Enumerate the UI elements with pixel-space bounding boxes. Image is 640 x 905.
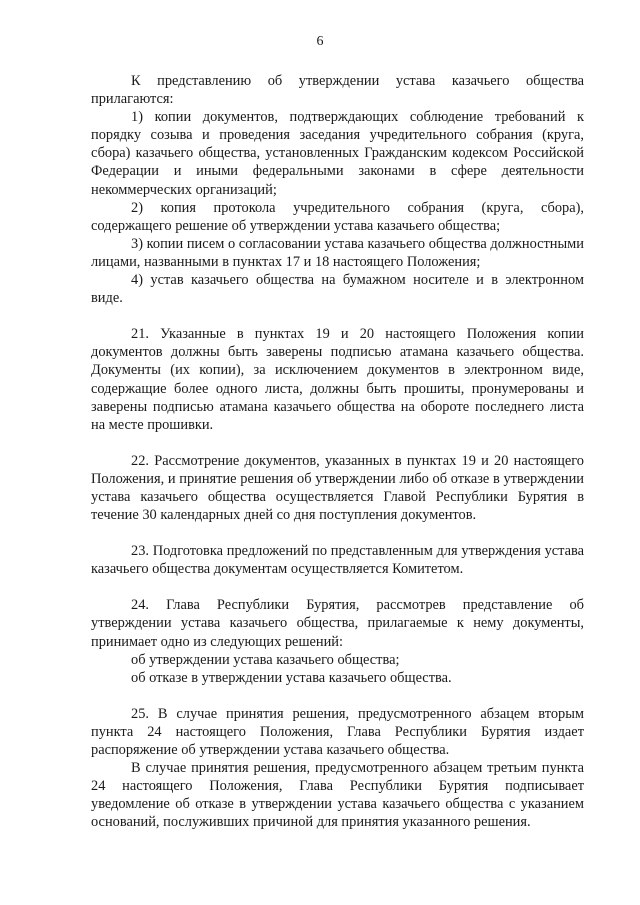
list-item-1: 1) копии документов, подтверждающих соблюдение требований к порядку созыва и проведения заседания учредительного собрания (круга, сбора) казачьего общества, установленных Гражданским кодексом Российской Федерации и иными федеральными законами в сфере деятельности некоммерческих организаций; <box>91 109 584 198</box>
page-number: 6 <box>316 34 324 49</box>
list-item-4: 4) устав казачьего общества на бумажном носителе и в электронном виде. <box>91 272 584 307</box>
clause-21: 21. Указанные в пунктах 19 и 20 настоящего Положения копии документов должны быть заверены подписью атамана казачьего общества. Документы (их копии), за исключением документов в электронном виде, содержащие более одного листа, должны быть прошиты, пронумерованы и заверены подписью атамана казачьего общества на обороте последнего листа на месте прошивки. <box>91 326 584 433</box>
paragraph-intro: К представлению об утверждении устава казачьего общества прилагаются: <box>91 73 584 108</box>
document-body <box>91 72 584 831</box>
clause-24-option-2: об отказе в утверждении устава казачьего общества. <box>131 669 452 686</box>
clause-24-option-1: об утверждении устава казачьего общества; <box>131 651 400 668</box>
clause-25-second: В случае принятия решения, предусмотренного абзацем третьим пункта 24 настоящего Положения, Глава Республики Бурятия подписывает уведомление об отказе в утверждении устава казачьего общества с указанием оснований, послуживших причиной для принятия указанного решения. <box>91 760 584 831</box>
list-item-3: 3) копии писем о согласовании устава казачьего общества должностными лицами, названными в пунктах 17 и 18 настоящего Положения; <box>91 235 584 270</box>
clause-22: 22. Рассмотрение документов, указанных в пунктах 19 и 20 настоящего Положения, и принятие решения об утверждении либо об отказе в утверждении устава казачьего общества осуществляется Главой Республики Бурятия в течение 30 календарных дней со дня поступления документов. <box>91 452 584 524</box>
list-item-2: 2) копия протокола учредительного собрания (круга, сбора), содержащего решение об утверждении устава казачьего общества; <box>91 199 584 234</box>
clause-25: 25. В случае принятия решения, предусмотренного абзацем вторым пункта 24 настоящего Положения, Глава Республики Бурятия издает распоряжение об утверждении устава казачьего общества. <box>91 705 584 758</box>
clause-24: 24. Глава Республики Бурятия, рассмотрев представление об утверждении устава казачьего общества, прилагаемые к нему документы, принимает одно из следующих решений: <box>91 597 584 650</box>
clause-23: 23. Подготовка предложений по представленным для утверждения устава казачьего общества документам осуществляется Комитетом. <box>91 543 584 578</box>
